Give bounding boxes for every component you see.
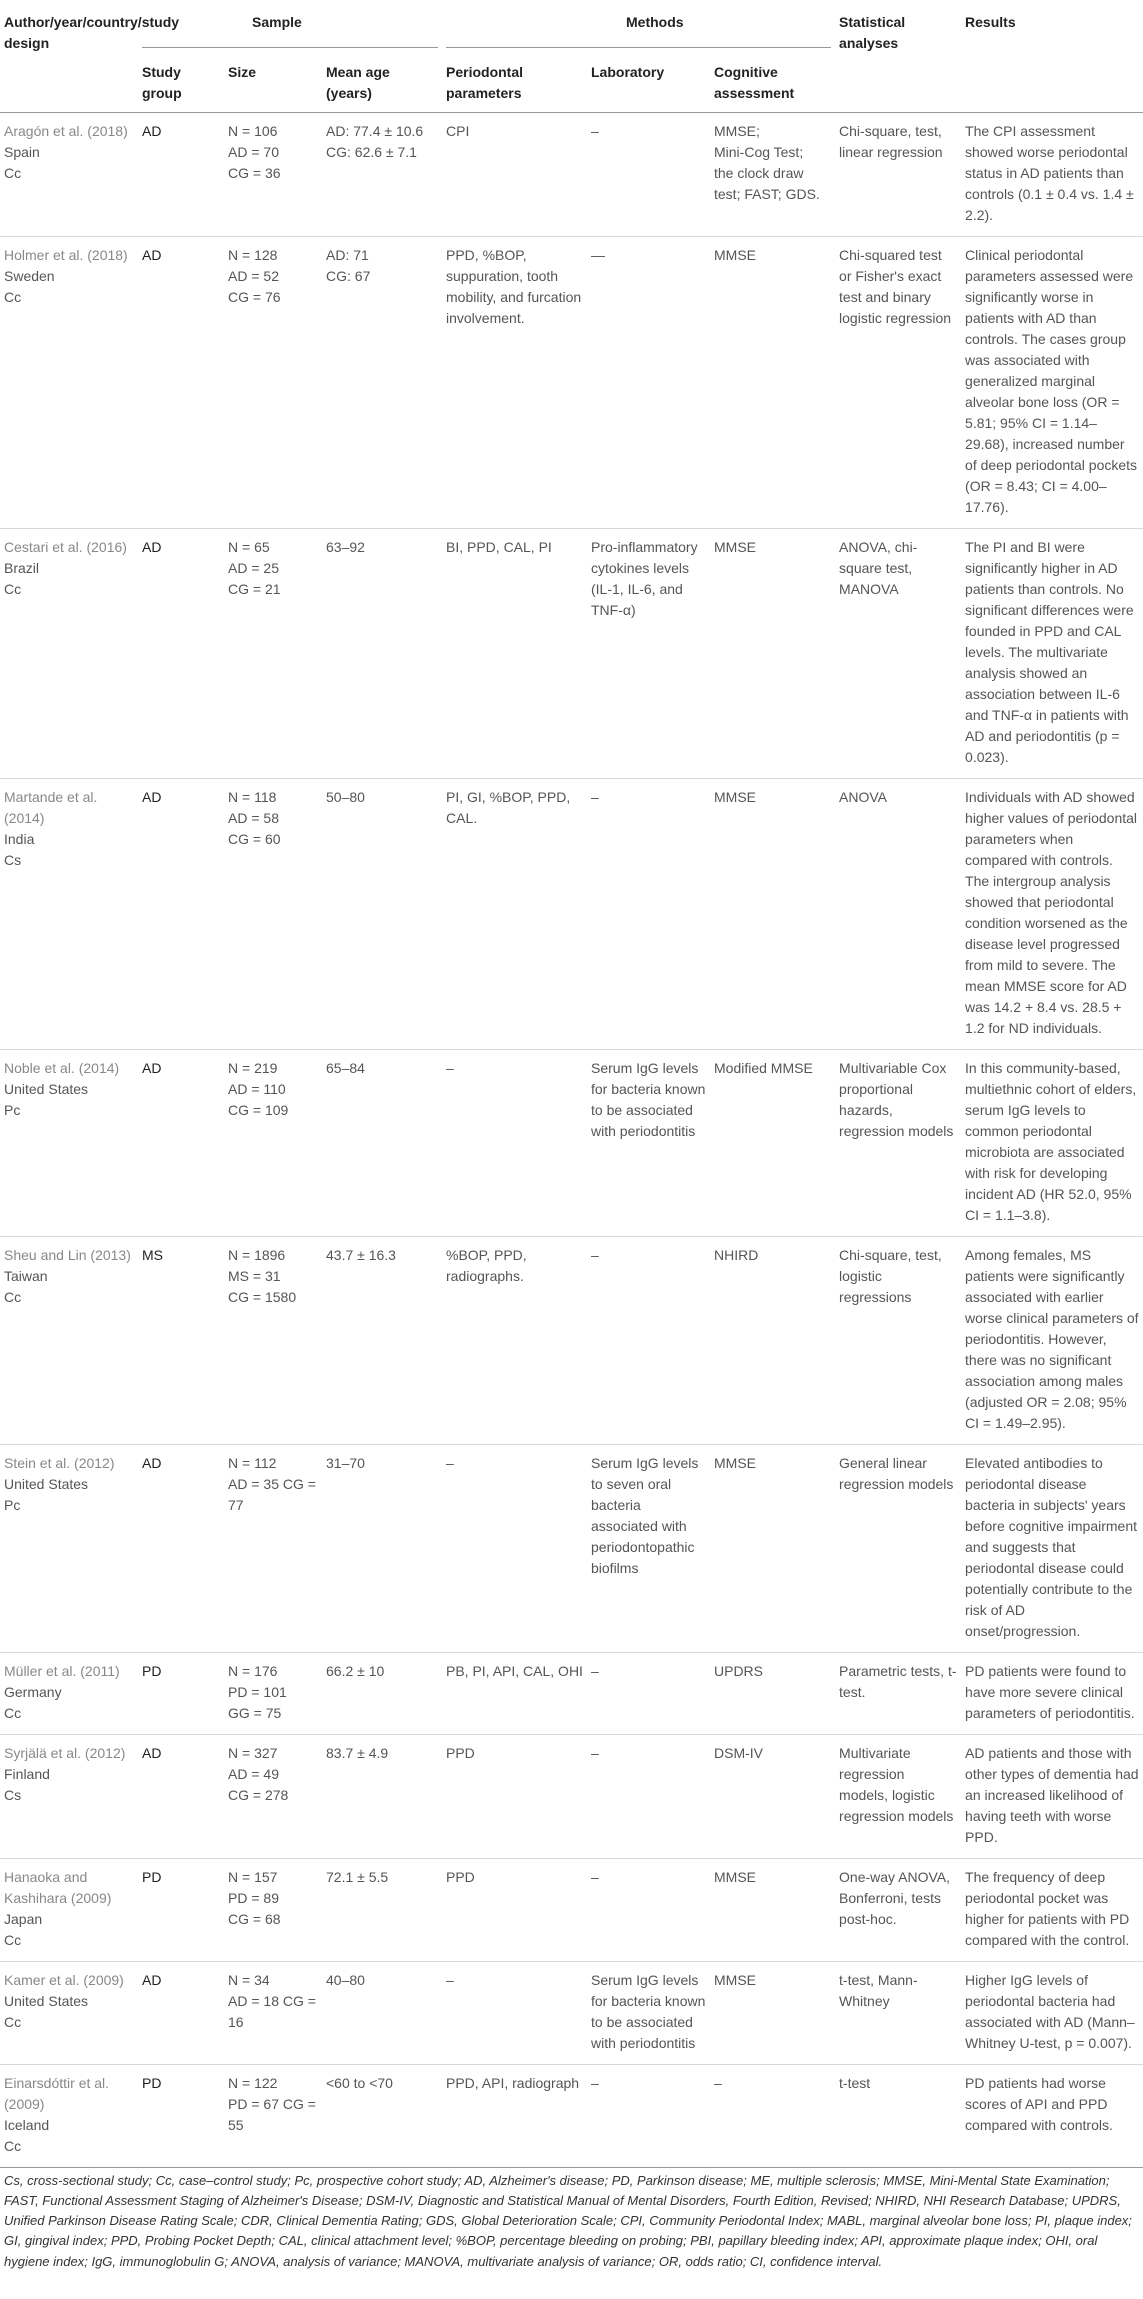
author-reference: Martande et al. (2014) [4,789,98,826]
cell-cognitive [710,1445,835,1653]
cell-study [0,1050,138,1237]
cell-periodontal: CPI [446,123,470,139]
study-design: Cc [4,1289,22,1305]
cell-size [224,1735,322,1859]
header-sample-label: Sample [142,12,438,48]
cognitive-line: Modified MMSE [714,1060,813,1076]
cognitive-line: MMSE [714,247,756,263]
cell-size [224,779,322,1050]
age-line: <60 to <70 [326,2075,393,2091]
cell-laboratory: – [591,1869,599,1885]
size-line: N = 106 [228,123,278,139]
cell-statistical: General linear regression models [839,1455,954,1492]
header-sample [138,0,442,56]
cell-statistical: Multivariate regression models, logistic regression models [839,1745,954,1824]
cell-results: Higher IgG levels of periodontal bacteria had associated with AD (Mann–Whitney U-test, p = 0.007). [965,1972,1135,2051]
age-line: 40–80 [326,1972,365,1988]
study-design: Cc [4,1705,22,1721]
author-reference: Holmer et al. (2018) [4,247,128,263]
header-row-groups [0,0,1143,56]
table-row [0,1735,1143,1859]
age-line: 83.7 ± 4.9 [326,1745,389,1761]
cell-laboratory: Pro-inflammatory cytokines levels (IL-1, IL-6, and TNF-α) [591,539,698,618]
table-row [0,1050,1143,1237]
cell-statistical: One-way ANOVA, Bonferroni, tests post-hoc. [839,1869,951,1927]
age-line: 72.1 ± 5.5 [326,1869,389,1885]
cell-periodontal: – [446,1972,454,1988]
cell-study [0,2065,138,2168]
author-reference: Hanaoka and Kashihara (2009) [4,1869,112,1906]
header-statistical-analyses: Statistical analyses [839,14,906,51]
header-size: Size [228,64,257,80]
cell-cognitive [710,1050,835,1237]
cell-study [0,1445,138,1653]
age-line: CG: 62.6 ± 7.1 [326,144,417,160]
table-row [0,113,1143,237]
age-line: 63–92 [326,539,365,555]
author-reference: Müller et al. (2011) [4,1663,120,1679]
age-line: 66.2 ± 10 [326,1663,385,1679]
country: Germany [4,1684,62,1700]
author-reference: Cestari et al. (2016) [4,539,127,555]
cell-laboratory: – [591,1663,599,1679]
cell-periodontal: PPD, %BOP, suppuration, tooth mobility, and furcation involvement. [446,247,582,326]
cell-laboratory: – [591,1745,599,1761]
size-line: N = 122 [228,2075,278,2091]
cell-results: PD patients had worse scores of API and PPD compared with controls. [965,2075,1113,2133]
header-study-group: Study group [142,64,182,101]
cognitive-line: the clock draw test; FAST; GDS. [714,165,820,202]
cell-results: The frequency of deep periodontal pocket was higher for patients with PD compared with the control. [965,1869,1130,1948]
cell-laboratory: Serum IgG levels to seven oral bacteria associated with periodontopathic biofilms [591,1455,699,1576]
author-reference: Einarsdóttir et al. (2009) [4,2075,110,2112]
cell-cognitive [710,2065,835,2168]
table-row [0,779,1143,1050]
cognitive-line: MMSE [714,539,756,555]
header-methods [442,0,835,56]
size-line: AD = 25 [228,560,279,576]
cell-study [0,1653,138,1735]
cell-study [0,1735,138,1859]
cell-study [0,1962,138,2065]
cell-statistical: ANOVA [839,789,888,805]
country: Spain [4,144,40,160]
size-line: MS = 31 [228,1268,281,1284]
cell-laboratory: – [591,1247,599,1263]
table-row [0,237,1143,529]
size-line: N = 34 [228,1972,270,1988]
table-row [0,529,1143,779]
cell-periodontal: – [446,1060,454,1076]
cell-laboratory: — [591,247,605,263]
author-reference: Stein et al. (2012) [4,1455,115,1471]
country: Brazil [4,560,40,576]
table-row [0,1445,1143,1653]
cell-study [0,779,138,1050]
age-line: 65–84 [326,1060,365,1076]
study-design: Cs [4,1787,22,1803]
cell-results: The PI and BI were significantly higher in AD patients than controls. No significant differences were founded in PPD and CAL levels. The multivariate analysis showed an association between IL-6 and TNF-α in patients with AD and periodontitis (p = 0.023). [965,539,1134,765]
age-line: 43.7 ± 16.3 [326,1247,396,1263]
study-design: Cc [4,1932,22,1948]
study-design: Cc [4,581,22,597]
cell-results: PD patients were found to have more severe clinical parameters of periodontitis. [965,1663,1135,1721]
cell-laboratory: – [591,123,599,139]
cell-results: Elevated antibodies to periodontal disease bacteria in subjects' years before cognitive impairment and suggests that periodontal disease could potentially contribute to the risk of AD onset/progression. [965,1455,1138,1639]
study-design: Cc [4,289,22,305]
age-line: CG: 67 [326,268,371,284]
cell-group: PD [142,1869,162,1885]
cell-results: Individuals with AD showed higher values of periodontal parameters when compared with controls. The intergroup analysis showed that periodontal condition worsened as the disease level progressed from mild to severe. The mean MMSE score for AD was 14.2 + 8.4 vs. 28.5 + 1.2 for ND individuals. [965,789,1138,1036]
size-line: CG = 21 [228,581,281,597]
cognitive-line: DSM-IV [714,1745,763,1761]
cell-size [224,1962,322,2065]
cell-results: Clinical periodontal parameters assessed were significantly worse in patients with AD than controls. The cases group was associated with generalized marginal alveolar bone loss (OR = 5.81; 95% CI = 1.14–29.68), increased number of deep periodontal pockets (OR = 8.43; CI = 4.00–17.76). [965,247,1138,515]
size-line: AD = 18 CG = 16 [228,1993,316,2030]
age-line: 31–70 [326,1455,365,1471]
cell-laboratory: Serum IgG levels for bacteria known to be associated with periodontitis [591,1972,706,2051]
cell-size [224,237,322,529]
study-design: Cs [4,852,22,868]
cell-periodontal: PPD [446,1869,475,1885]
header-cognitive: Cognitive assessment [714,64,795,101]
country: United States [4,1476,89,1492]
cell-statistical: Parametric tests, t-test. [839,1663,957,1700]
country: Finland [4,1766,50,1782]
age-line: AD: 77.4 ± 10.6 [326,123,424,139]
cell-periodontal: PI, GI, %BOP, PPD, CAL. [446,789,571,826]
table-row [0,1653,1143,1735]
cognitive-line: Mini-Cog Test; [714,144,804,160]
size-line: CG = 36 [228,165,281,181]
table-row [0,1237,1143,1445]
cell-group: PD [142,1663,162,1679]
cell-statistical: Multivariable Cox proportional hazards, regression models [839,1060,954,1139]
size-line: PD = 101 [228,1684,287,1700]
size-line: N = 327 [228,1745,278,1761]
cognitive-line: MMSE [714,789,756,805]
cell-group: MS [142,1247,163,1263]
cell-periodontal: PPD, API, radiograph [446,2075,580,2091]
size-line: AD = 58 [228,810,279,826]
cognitive-line: MMSE [714,1455,756,1471]
cell-mean-age [322,1962,442,2065]
cell-mean-age [322,1653,442,1735]
cell-laboratory: – [591,789,599,805]
cell-laboratory: Serum IgG levels for bacteria known to be associated with periodontitis [591,1060,706,1139]
age-line: AD: 71 [326,247,369,263]
cognitive-line: MMSE; [714,123,760,139]
cell-cognitive [710,237,835,529]
size-line: CG = 278 [228,1787,289,1803]
cell-cognitive [710,529,835,779]
study-design: Cc [4,165,22,181]
author-reference: Noble et al. (2014) [4,1060,120,1076]
cell-periodontal: – [446,1455,454,1471]
size-line: AD = 52 [228,268,279,284]
size-line: PD = 89 [228,1890,279,1906]
author-reference: Aragón et al. (2018) [4,123,128,139]
size-line: CG = 109 [228,1102,289,1118]
cell-cognitive [710,1653,835,1735]
cell-results: In this community-based, multiethnic cohort of elders, serum IgG levels to common periodontal microbiota are associated with risk for developing incident AD (HR 52.0, 95% CI = 1.1–3.8). [965,1060,1137,1223]
size-line: N = 176 [228,1663,278,1679]
table-body [0,113,1143,2168]
cell-mean-age [322,2065,442,2168]
size-line: N = 112 [228,1455,277,1471]
author-reference: Sheu and Lin (2013) [4,1247,131,1263]
size-line: GG = 75 [228,1705,282,1721]
cell-cognitive [710,1962,835,2065]
country: India [4,831,35,847]
cognitive-line: – [714,2075,722,2091]
size-line: N = 1896 [228,1247,286,1263]
table-footnote: Cs, cross-sectional study; Cc, case–control study; Pc, prospective cohort study; AD, Alzheimer's disease; PD, Parkinson disease; ME, multiple sclerosis; MMSE, Mini-Mental State Examination; FAST, Functional Assessment Staging of Alzheimer's Disease; DSM-IV, Diagnostic and Statistical Manual of Mental Disorders, Fourth Edition, Revised; NHIRD, NHI Research Database; UPDRS, Unified Parkinson Disease Rating Scale; CDR, Clinical Dementia Rating; GDS, Global Deterioration Scale; CPI, Community Periodontal Index; MABL, marginal alveolar bone loss; PI, plaque index; GI, gingival index; PPD, Probing Pocket Depth; CAL, clinical attachment level; %BOP, percentage bleeding on probing; PBI, papillary bleeding index; API, approximate plaque index; OHI, oral hygiene index; IgG, immunoglobulin G; ANOVA, analysis of variance; MANOVA, multivariate analysis of variance; OR, odds ratio; CI, confidence interval. [4,2173,1132,2269]
study-design: Cc [4,2014,22,2030]
cell-statistical: ANOVA, chi-square test, MANOVA [839,539,918,597]
size-line: N = 157 [228,1869,278,1885]
header-periodontal: Periodontal parameters [446,64,524,101]
study-design: Cc [4,2138,22,2154]
size-line: AD = 110 [228,1081,286,1097]
country: United States [4,1081,89,1097]
table-row [0,2065,1143,2168]
cell-size [224,113,322,237]
size-line: N = 65 [228,539,270,555]
cognitive-line: MMSE [714,1972,756,1988]
cell-periodontal: %BOP, PPD, radiographs. [446,1247,527,1284]
cell-mean-age [322,779,442,1050]
cell-study [0,113,138,237]
cell-statistical: t-test, Mann-Whitney [839,1972,918,2009]
cell-group: AD [142,1745,162,1761]
cell-results: Among females, MS patients were significantly associated with earlier worse clinical parameters of periodontitis. However, there was no significant association among males (adjusted OR = 2.08; 95% CI = 1.49–2.95). [965,1247,1139,1431]
cell-mean-age [322,1237,442,1445]
country: Sweden [4,268,55,284]
cell-statistical: Chi-square, test, logistic regressions [839,1247,942,1305]
cell-group: AD [142,123,162,139]
cell-group: AD [142,247,162,263]
cell-results: AD patients and those with other types of dementia had an increased likelihood of having teeth with worse PPD. [965,1745,1139,1845]
header-study-design: Author/year/country/study design [4,14,180,51]
cell-cognitive [710,1237,835,1445]
size-line: N = 128 [228,247,278,263]
cognitive-line: NHIRD [714,1247,759,1263]
cell-cognitive [710,1859,835,1962]
size-line: CG = 68 [228,1911,281,1927]
cell-mean-age [322,1859,442,1962]
size-line: PD = 67 CG = 55 [228,2096,316,2133]
size-line: N = 219 [228,1060,278,1076]
country: Taiwan [4,1268,48,1284]
cell-statistical: t-test [839,2075,871,2091]
cell-group: AD [142,789,162,805]
cell-mean-age [322,1050,442,1237]
cell-group: AD [142,1060,162,1076]
cell-study [0,1237,138,1445]
country: United States [4,1993,89,2009]
header-mean-age: Mean age (years) [326,64,390,101]
cell-group: PD [142,2075,162,2091]
cell-group: AD [142,539,162,555]
cell-statistical: Chi-squared test or Fisher's exact test and binary logistic regression [839,247,952,326]
cell-statistical: Chi-square, test, linear regression [839,123,943,160]
cell-size [224,1050,322,1237]
cell-cognitive [710,1735,835,1859]
cell-size [224,1237,322,1445]
cell-mean-age [322,237,442,529]
cell-cognitive [710,779,835,1050]
header-laboratory: Laboratory [591,64,665,80]
size-line: AD = 49 [228,1766,279,1782]
cell-mean-age [322,1445,442,1653]
cell-periodontal: BI, PPD, CAL, PI [446,539,552,555]
cell-group: AD [142,1972,162,1988]
study-design: Pc [4,1102,21,1118]
cell-laboratory: – [591,2075,599,2091]
cell-cognitive [710,113,835,237]
cell-study [0,1859,138,1962]
cognitive-line: UPDRS [714,1663,764,1679]
table-row [0,1962,1143,2065]
cell-mean-age [322,529,442,779]
size-line: CG = 60 [228,831,281,847]
cell-size [224,1653,322,1735]
cell-periodontal: PPD [446,1745,475,1761]
cell-size [224,1859,322,1962]
cell-periodontal: PB, PI, API, CAL, OHI [446,1663,583,1679]
study-design: Pc [4,1497,21,1513]
header-methods-label: Methods [446,12,831,48]
country: Japan [4,1911,43,1927]
cognitive-line: MMSE [714,1869,756,1885]
age-line: 50–80 [326,789,365,805]
header-results: Results [965,14,1016,30]
cell-group: AD [142,1455,162,1471]
cell-mean-age [322,113,442,237]
cell-size [224,2065,322,2168]
author-reference: Kamer et al. (2009) [4,1972,124,1988]
cell-mean-age [322,1735,442,1859]
cell-size [224,1445,322,1653]
table-row [0,1859,1143,1962]
cell-size [224,529,322,779]
size-line: AD = 35 CG = 77 [228,1476,316,1513]
cell-study [0,237,138,529]
size-line: CG = 1580 [228,1289,297,1305]
size-line: N = 118 [228,789,277,805]
cell-study [0,529,138,779]
size-line: CG = 76 [228,289,281,305]
author-reference: Syrjälä et al. (2012) [4,1745,126,1761]
size-line: AD = 70 [228,144,279,160]
country: Iceland [4,2117,50,2133]
cell-results: The CPI assessment showed worse periodontal status in AD patients than controls (0.1 ± 0.4 vs. 1.4 ± 2.2). [965,123,1134,223]
